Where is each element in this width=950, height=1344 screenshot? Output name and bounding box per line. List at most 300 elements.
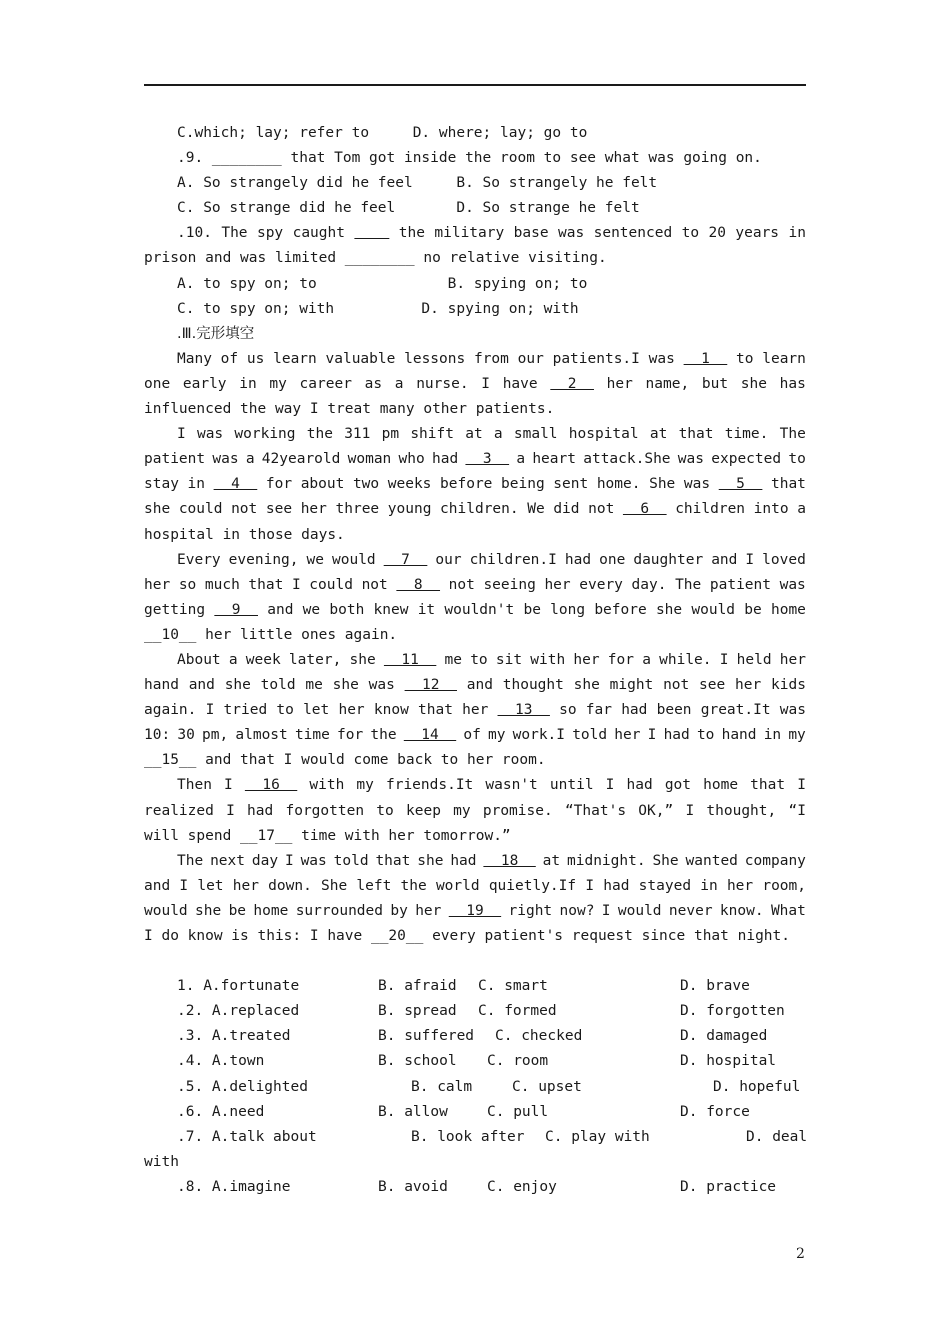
text-run: to bbox=[788, 451, 806, 468]
text-run: her bbox=[462, 702, 489, 719]
text-run: far bbox=[585, 702, 612, 719]
text-run: while. bbox=[659, 651, 712, 668]
text-run: her bbox=[144, 576, 171, 593]
text-run: would bbox=[617, 902, 662, 919]
text-run: early bbox=[182, 375, 227, 392]
text-run: be bbox=[228, 902, 247, 919]
blank-marker: 16 bbox=[244, 777, 298, 794]
blank-marker: 12 bbox=[404, 677, 457, 694]
option-choice: C. room bbox=[487, 1053, 549, 1070]
text-run: know. bbox=[719, 902, 764, 919]
text-run: years bbox=[735, 225, 780, 242]
text-run: one bbox=[599, 551, 626, 568]
option-choice: C. pull bbox=[487, 1103, 549, 1120]
text-run: had bbox=[564, 551, 592, 568]
passage-line bbox=[144, 924, 806, 949]
text-run: right bbox=[508, 902, 553, 919]
text-run: as bbox=[364, 375, 383, 392]
text-run: keep bbox=[406, 802, 441, 819]
text-run: I bbox=[205, 702, 215, 719]
text-run: We bbox=[527, 501, 545, 518]
text-run: sentenced bbox=[593, 225, 673, 242]
text-run: great.It bbox=[700, 702, 771, 719]
text-run: at bbox=[649, 426, 668, 443]
option-row bbox=[144, 1100, 806, 1125]
text-run: The bbox=[221, 225, 248, 242]
text-run: getting bbox=[144, 601, 206, 618]
option-row bbox=[144, 1024, 806, 1049]
text-run: seeing bbox=[483, 576, 536, 593]
text-run: will spend __17__ time with her tomorrow.” bbox=[144, 827, 511, 844]
text-run: friends.It bbox=[385, 777, 474, 794]
text-run: hand bbox=[721, 727, 757, 744]
text-run: 42yearold bbox=[261, 451, 341, 468]
text-run: 30 bbox=[177, 727, 195, 744]
text-run: surrounded bbox=[295, 902, 383, 919]
text-run: until bbox=[549, 777, 594, 794]
text-run: would bbox=[144, 902, 188, 919]
blank-marker: 1 bbox=[683, 350, 728, 367]
text-run: midnight. bbox=[567, 852, 646, 869]
question-line bbox=[144, 272, 806, 297]
text-run: for bbox=[337, 727, 364, 744]
passage-line bbox=[144, 422, 806, 447]
text-run: before bbox=[440, 476, 493, 493]
text-run: I bbox=[585, 877, 595, 894]
text-run: my bbox=[453, 802, 471, 819]
option-choice: .3. A.treated bbox=[177, 1028, 291, 1045]
text-run: C.which; lay; refer to D. where; lay; go to bbox=[177, 125, 588, 141]
passage-line bbox=[144, 497, 806, 522]
option-choice: D. practice bbox=[680, 1178, 777, 1195]
text-run: I bbox=[284, 852, 294, 869]
option-choice: B. calm bbox=[411, 1078, 473, 1095]
text-run: left bbox=[356, 877, 392, 894]
text-run: a bbox=[493, 426, 503, 443]
text-run: thought bbox=[502, 677, 564, 694]
text-run: a bbox=[797, 501, 806, 518]
text-run: that bbox=[418, 702, 453, 719]
text-run: I bbox=[601, 902, 611, 919]
text-run: of bbox=[220, 350, 239, 367]
text-run: she bbox=[740, 375, 767, 392]
text-run: patients.I bbox=[552, 350, 640, 367]
text-run: in bbox=[700, 877, 718, 894]
cloze-passage bbox=[144, 347, 806, 949]
text-run: she bbox=[144, 501, 171, 518]
text-run: her bbox=[300, 501, 327, 518]
text-run: got bbox=[664, 777, 692, 794]
text-run: who bbox=[398, 451, 425, 468]
text-run: to bbox=[681, 225, 700, 242]
text-run: A. to spy on; to B. spying on; to bbox=[177, 275, 588, 292]
text-run: What bbox=[770, 902, 806, 919]
passage-line bbox=[144, 472, 806, 497]
option-choice: B. suffered bbox=[378, 1028, 475, 1045]
option-choice: B. allow bbox=[378, 1103, 448, 1120]
text-run: but bbox=[701, 375, 729, 392]
option-choice: .2. A.replaced bbox=[177, 1003, 300, 1020]
text-run: to bbox=[470, 651, 488, 668]
text-run: realized bbox=[144, 802, 214, 819]
text-run: valuable bbox=[325, 350, 396, 367]
text-run: home bbox=[253, 902, 289, 919]
text-run: she bbox=[332, 677, 359, 694]
text-run: did bbox=[553, 501, 580, 518]
text-run: our bbox=[435, 551, 462, 568]
text-run: young bbox=[387, 501, 432, 518]
text-run: been bbox=[656, 702, 692, 719]
blank-marker: 8 bbox=[396, 576, 441, 593]
text-run: would bbox=[332, 551, 376, 568]
text-run: spy bbox=[256, 225, 284, 242]
text-run: base bbox=[513, 225, 549, 242]
text-run: learn bbox=[273, 350, 317, 367]
text-run: her bbox=[614, 727, 641, 744]
text-run: my bbox=[788, 727, 806, 744]
text-run: prison and was limited ________ no relative visiting. bbox=[144, 250, 607, 267]
text-run: might bbox=[609, 677, 654, 694]
text-run: that bbox=[248, 576, 284, 593]
text-run: Every bbox=[177, 551, 221, 568]
text-run: us bbox=[246, 350, 265, 367]
text-run: pm, bbox=[202, 727, 229, 744]
text-run: room, bbox=[762, 877, 806, 894]
question-line bbox=[144, 146, 806, 171]
text-run: told bbox=[572, 727, 608, 744]
option-choice: D. hopeful bbox=[713, 1078, 801, 1095]
text-run: to bbox=[736, 350, 754, 367]
text-run: my bbox=[269, 375, 287, 392]
text-run: I bbox=[224, 777, 233, 794]
text-run: I bbox=[226, 802, 235, 819]
passage-line bbox=[144, 347, 806, 372]
text-run: not bbox=[231, 501, 258, 518]
option-choice: C. checked bbox=[495, 1028, 583, 1045]
blank-marker: 4 bbox=[213, 476, 258, 493]
text-run: time. bbox=[724, 426, 769, 443]
text-run: have bbox=[502, 375, 538, 392]
passage-line bbox=[144, 598, 806, 623]
option-choice: D. damaged bbox=[680, 1028, 768, 1045]
text-run: a bbox=[516, 451, 526, 468]
text-run: I bbox=[291, 576, 301, 593]
passage-line bbox=[144, 548, 806, 573]
text-run: the bbox=[370, 727, 397, 744]
text-run: home bbox=[770, 601, 806, 618]
text-run: I bbox=[719, 651, 729, 668]
passage-line bbox=[144, 799, 806, 824]
text-run: that bbox=[375, 852, 411, 869]
blank-marker bbox=[354, 221, 389, 246]
question-line bbox=[144, 171, 806, 196]
text-run: next bbox=[210, 852, 245, 869]
text-run: wouldn't bbox=[444, 601, 515, 618]
text-run: had bbox=[626, 777, 653, 794]
passage-line bbox=[144, 623, 806, 648]
option-choice: 1. A.fortunate bbox=[177, 978, 300, 995]
text-run: never bbox=[668, 902, 713, 919]
text-run: wasn't bbox=[485, 777, 538, 794]
text-run: in bbox=[239, 375, 257, 392]
passage-line bbox=[144, 748, 806, 773]
text-run: I bbox=[179, 877, 189, 894]
text-run: day bbox=[251, 852, 279, 869]
passage-line bbox=[144, 874, 806, 899]
text-run: home. bbox=[596, 476, 641, 493]
text-run: with bbox=[530, 651, 566, 668]
text-run: about bbox=[300, 476, 345, 493]
text-run: she bbox=[349, 651, 376, 668]
text-run: in bbox=[763, 727, 782, 744]
text-run: at bbox=[465, 426, 483, 443]
text-run: was bbox=[683, 476, 711, 493]
option-choice: .8. A.imagine bbox=[177, 1178, 291, 1195]
text-run: for bbox=[607, 651, 634, 668]
text-run: knew bbox=[373, 601, 409, 618]
text-run: that bbox=[678, 426, 714, 443]
text-run: attack.She bbox=[583, 451, 671, 468]
text-run: the bbox=[398, 225, 425, 242]
text-run: in bbox=[788, 225, 806, 242]
text-run: we bbox=[302, 601, 321, 618]
text-run: tried bbox=[223, 702, 268, 719]
text-run: week bbox=[245, 651, 281, 668]
text-run: a bbox=[642, 651, 651, 668]
text-run: quietly.If bbox=[488, 877, 577, 894]
text-run: day. bbox=[631, 576, 667, 593]
text-run: OK,” bbox=[638, 802, 674, 819]
text-run: my bbox=[356, 777, 374, 794]
option-choice: D. forgotten bbox=[680, 1003, 785, 1020]
text-run: woman bbox=[347, 451, 392, 468]
passage-line bbox=[144, 648, 806, 673]
text-run: so bbox=[559, 702, 577, 719]
text-run: “I bbox=[788, 802, 806, 819]
blank-marker: 3 bbox=[465, 451, 510, 468]
text-run: a bbox=[245, 451, 255, 468]
text-run: stayed bbox=[638, 877, 692, 894]
text-run: and bbox=[466, 677, 493, 694]
text-run: being bbox=[501, 476, 545, 493]
text-run: The bbox=[675, 576, 702, 593]
passage-line bbox=[144, 523, 806, 548]
text-run: heart bbox=[532, 451, 576, 468]
text-run: could bbox=[309, 576, 353, 593]
text-run: I bbox=[605, 777, 615, 794]
passage-line bbox=[144, 824, 806, 849]
text-run: was bbox=[196, 426, 224, 443]
option-choice: B. spread bbox=[378, 1003, 457, 1020]
text-run: had bbox=[450, 852, 477, 869]
text-run: now? bbox=[559, 902, 595, 919]
text-run: The bbox=[177, 852, 204, 869]
text-run: let bbox=[197, 877, 224, 894]
text-run: hospital in those days. bbox=[144, 526, 345, 543]
text-run: her bbox=[232, 877, 259, 894]
option-row bbox=[144, 1075, 806, 1100]
text-run: into bbox=[753, 501, 789, 518]
text-run: had bbox=[621, 702, 648, 719]
text-run: by bbox=[390, 902, 408, 919]
text-run: kids bbox=[771, 677, 806, 694]
text-run: not bbox=[588, 501, 615, 518]
text-run: was bbox=[677, 451, 704, 468]
text-run: She bbox=[649, 476, 676, 493]
text-run: I bbox=[647, 727, 657, 744]
text-run: working bbox=[234, 426, 296, 443]
option-row bbox=[144, 1049, 806, 1074]
text-run: weeks bbox=[387, 476, 432, 493]
option-choice: C. formed bbox=[478, 1003, 557, 1020]
option-row bbox=[144, 1150, 806, 1175]
text-run: had bbox=[247, 802, 274, 819]
passage-line bbox=[144, 899, 806, 924]
option-choice: .5. A.delighted bbox=[177, 1078, 308, 1095]
option-choice: .6. A.need bbox=[177, 1103, 265, 1120]
option-row bbox=[144, 974, 806, 999]
text-run: be bbox=[523, 601, 541, 618]
text-run: held bbox=[736, 651, 772, 668]
text-run: She bbox=[321, 877, 348, 894]
text-run: two bbox=[352, 476, 380, 493]
text-run: could bbox=[178, 501, 223, 518]
cloze-options bbox=[144, 974, 806, 1200]
text-run: sit bbox=[495, 651, 523, 668]
text-run: we bbox=[306, 551, 324, 568]
text-run: and bbox=[711, 551, 738, 568]
text-run: forgotten bbox=[285, 802, 365, 819]
text-run: patient bbox=[709, 576, 771, 593]
text-run: to bbox=[276, 702, 294, 719]
text-run: I bbox=[481, 375, 491, 392]
text-run: patient bbox=[144, 451, 206, 468]
text-run: lessons bbox=[404, 350, 466, 367]
text-run: I bbox=[797, 777, 806, 794]
text-run: About bbox=[177, 651, 221, 668]
text-run: not bbox=[663, 677, 690, 694]
option-row bbox=[144, 1125, 806, 1150]
text-run: __15__ and that I would come back to her room. bbox=[144, 752, 546, 769]
text-run: let bbox=[303, 702, 330, 719]
text-run: sent bbox=[553, 476, 589, 493]
text-run: down. bbox=[268, 877, 312, 894]
text-run: her bbox=[573, 651, 600, 668]
text-run: home bbox=[703, 777, 739, 794]
passage-line bbox=[144, 447, 806, 472]
text-run: that bbox=[750, 777, 786, 794]
blank-marker: 14 bbox=[403, 727, 457, 744]
text-run: and bbox=[144, 877, 171, 894]
text-run: Then bbox=[177, 777, 212, 794]
text-run: from bbox=[473, 350, 509, 367]
text-run: “That's bbox=[564, 802, 627, 819]
text-run: both bbox=[329, 601, 365, 618]
text-run: A. So strangely did he feel B. So strangely he felt bbox=[177, 175, 658, 192]
text-run: C. to spy on; with D. spying on; with bbox=[177, 300, 579, 317]
text-run: military bbox=[434, 225, 505, 242]
option-choice: C. upset bbox=[512, 1078, 582, 1095]
text-run: name, bbox=[645, 375, 690, 392]
text-run: see bbox=[699, 677, 726, 694]
text-run: C. So strange did he feel D. So strange he felt bbox=[177, 200, 640, 217]
text-run: .10. bbox=[177, 225, 212, 242]
text-run: I do know is this: I have __20__ every patient's request since that night. bbox=[144, 928, 791, 944]
text-run: had bbox=[603, 877, 630, 894]
text-run: has bbox=[779, 375, 806, 392]
text-run: her bbox=[779, 651, 806, 668]
text-run: me bbox=[444, 651, 462, 668]
header-rule bbox=[144, 84, 806, 86]
option-choice: B. school bbox=[378, 1053, 457, 1070]
text-run: was bbox=[212, 451, 239, 468]
text-run: the bbox=[400, 877, 427, 894]
text-run: she bbox=[655, 601, 683, 618]
text-run: 311 bbox=[344, 426, 371, 443]
text-run: much bbox=[204, 576, 240, 593]
text-run: our bbox=[517, 350, 544, 367]
text-run: was bbox=[557, 225, 585, 242]
text-run: with bbox=[309, 777, 345, 794]
passage-line bbox=[144, 723, 806, 748]
passage-line bbox=[144, 573, 806, 598]
text-run: I bbox=[685, 802, 695, 819]
text-run: thought, bbox=[706, 802, 777, 819]
text-run: loved bbox=[762, 551, 806, 568]
option-choice: .7. A.talk about bbox=[177, 1128, 317, 1145]
text-run: was bbox=[300, 852, 327, 869]
text-run: her bbox=[415, 902, 442, 919]
text-run: was bbox=[779, 702, 806, 719]
text-run: career bbox=[299, 375, 352, 392]
text-run: I bbox=[745, 551, 755, 568]
passage-line bbox=[144, 773, 806, 798]
section-heading: .Ⅲ.完形填空 bbox=[177, 325, 255, 342]
text-run: before bbox=[594, 601, 647, 618]
text-run: had bbox=[431, 451, 459, 468]
text-run: pm bbox=[381, 426, 400, 443]
question-line bbox=[144, 246, 806, 271]
blank-marker: 7 bbox=[383, 551, 428, 568]
option-choice: .4. A.town bbox=[177, 1053, 265, 1070]
text-run: hospital bbox=[568, 426, 639, 443]
text-run: 10: bbox=[144, 727, 171, 744]
text-run: for bbox=[265, 476, 293, 493]
option-choice: C. enjoy bbox=[487, 1178, 557, 1195]
text-run: and bbox=[267, 601, 294, 618]
blank-marker: 9 bbox=[214, 601, 258, 618]
text-run: the bbox=[306, 426, 333, 443]
text-run: me bbox=[305, 677, 323, 694]
question-line bbox=[144, 297, 806, 322]
question-line bbox=[144, 196, 806, 221]
text-run: 20 bbox=[708, 225, 726, 242]
page-number: 2 bbox=[796, 1246, 805, 1262]
blank-marker: 2 bbox=[550, 375, 594, 392]
passage-line bbox=[144, 849, 806, 874]
text-run: so bbox=[178, 576, 197, 593]
option-choice: B. afraid bbox=[378, 978, 457, 995]
text-run: hand bbox=[144, 677, 179, 694]
text-run: she bbox=[417, 852, 444, 869]
text-run: she bbox=[195, 902, 222, 919]
text-run: would bbox=[691, 601, 736, 618]
text-run: was bbox=[648, 350, 675, 367]
option-choice: B. look after bbox=[411, 1128, 525, 1145]
option-choice: D. brave bbox=[680, 978, 750, 995]
text-run: not bbox=[361, 576, 388, 593]
option-choice: with bbox=[144, 1153, 179, 1170]
